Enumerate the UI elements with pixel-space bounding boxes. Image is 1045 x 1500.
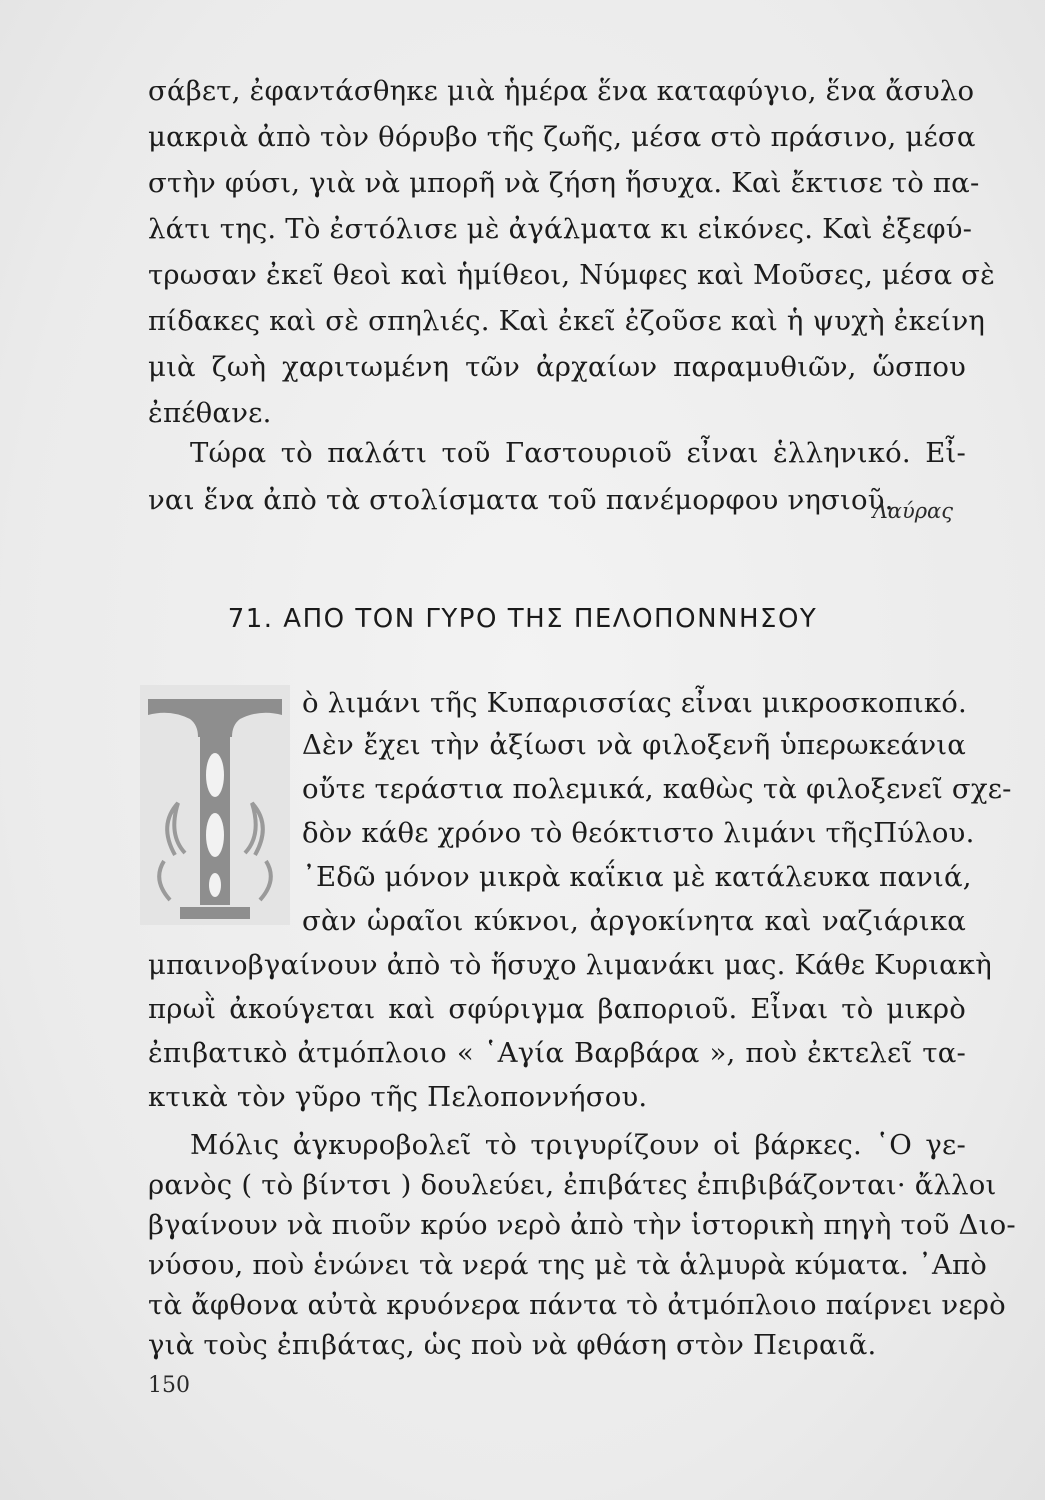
page-number: 150 bbox=[148, 1373, 190, 1398]
text-line: βγαίνουν νὰ πιοῦν κρύο νερὸ ἀπὸ τὴν ἱστορικὴ πηγὴ τοῦ Διο- bbox=[148, 1209, 1016, 1241]
text-line: δὸν κάθε χρόνο τὸ θεόκτιστο λιμάνι τῆςΠύλου. bbox=[302, 817, 975, 849]
text-line: μπαινοβγαίνουν ἀπὸ τὸ ἥσυχο λιμανάκι μας. Κάθε Κυριακὴ bbox=[148, 949, 992, 981]
text-line: νύσου, ποὺ ἑνώνει τὰ νερά της μὲ τὰ ἁλμυρὰ κύματα. ᾿Απὸ bbox=[148, 1249, 988, 1281]
text-line: τρωσαν ἐκεῖ θεοὶ καὶ ἡμίθεοι, Νύμφες καὶ Μοῦσες, μέσα σὲ bbox=[148, 259, 996, 291]
text-line: στὴν φύσι, γιὰ νὰ μπορῆ νὰ ζήση ἥσυχα. Καὶ ἔκτισε τὸ πα- bbox=[148, 167, 980, 199]
decorative-dropcap bbox=[140, 685, 290, 925]
text-line: ὸ λιμάνι τῆς Κυπαρισσίας εἶναι μικροσκοπικό. bbox=[302, 687, 967, 719]
text-line: μακριὰ ἀπὸ τὸν θόρυβο τῆς ζωῆς, μέσα στὸ πράσινο, μέσα bbox=[148, 121, 976, 153]
text-line: σάβετ, ἐφαντάσθηκε μιὰ ἡμέρα ἕνα καταφύγιο, ἕνα ἄσυλο bbox=[148, 75, 975, 107]
text-line: ᾿Εδῶ μόνον μικρὰ καΐκια μὲ κατάλευκα πανιά, bbox=[302, 861, 972, 893]
text-line: πίδακες καὶ σὲ σπηλιές. Καὶ ἐκεῖ ἐζοῦσε καὶ ἡ ψυχὴ ἐκείνη bbox=[148, 305, 986, 337]
dropcap-letter-t-icon bbox=[140, 685, 290, 925]
text-line: κτικὰ τὸν γῦρο τῆς Πελοποννήσου. bbox=[148, 1081, 648, 1113]
text-line: Μόλις ἀγκυροβολεῖ τὸ τριγυρίζουν οἱ βάρκες. ῾Ο γε- bbox=[190, 1129, 966, 1161]
text-line: τὰ ἄφθονα αὐτὰ κρυόνερα πάντα τὸ ἀτμόπλοιο παίρνει νερὸ bbox=[148, 1289, 1006, 1321]
text-line: οὔτε τεράστια πολεμικά, καθὼς τὰ φιλοξενεῖ σχε- bbox=[302, 773, 1012, 805]
text-line: σὰν ὡραῖοι κύκνοι, ἀργοκίνητα καὶ ναζιάρικα bbox=[302, 905, 966, 937]
text-line: ἐπέθανε. bbox=[148, 397, 272, 429]
text-line: γιὰ τοὺς ἐπιβάτας, ὡς ποὺ νὰ φθάση στὸν Πειραιᾶ. bbox=[148, 1329, 877, 1361]
text-line: Δὲν ἔχει τὴν ἀξίωσι νὰ φιλοξενῆ ὑπερωκεάνια bbox=[302, 729, 966, 761]
text-line: ναι ἕνα ἀπὸ τὰ στολίσματα τοῦ πανέμορφου νησιοῦ. bbox=[148, 484, 894, 516]
text-line: μιὰ ζωὴ χαριτωμένη τῶν ἀρχαίων παραμυθιῶν, ὥσπου bbox=[148, 351, 966, 383]
text-line: λάτι της. Τὸ ἐστόλισε μὲ ἀγάλματα κι εἰκόνες. Καὶ ἐξεφύ- bbox=[148, 213, 973, 245]
author-signature: Λαύρας bbox=[872, 499, 953, 523]
text-line: ἐπιβατικὸ ἀτμόπλοιο « ῾Αγία Βαρβάρα », ποὺ ἐκτελεῖ τα- bbox=[148, 1037, 966, 1069]
section-heading: 71. ΑΠΟ ΤΟΝ ΓΥΡΟ ΤΗΣ ΠΕΛΟΠΟΝΝΗΣΟΥ bbox=[227, 604, 818, 634]
text-line: ρανὸς ( τὸ βίντσι ) δουλεύει, ἐπιβάτες ἐπιβιβάζονται· ἄλλοι bbox=[148, 1169, 997, 1201]
text-line: πρωῒ ἀκούγεται καὶ σφύριγμα βαποριοῦ. Εἶναι τὸ μικρὸ bbox=[148, 993, 966, 1025]
text-line: Τώρα τὸ παλάτι τοῦ Γαστουριοῦ εἶναι ἑλληνικό. Εἶ- bbox=[190, 437, 966, 469]
